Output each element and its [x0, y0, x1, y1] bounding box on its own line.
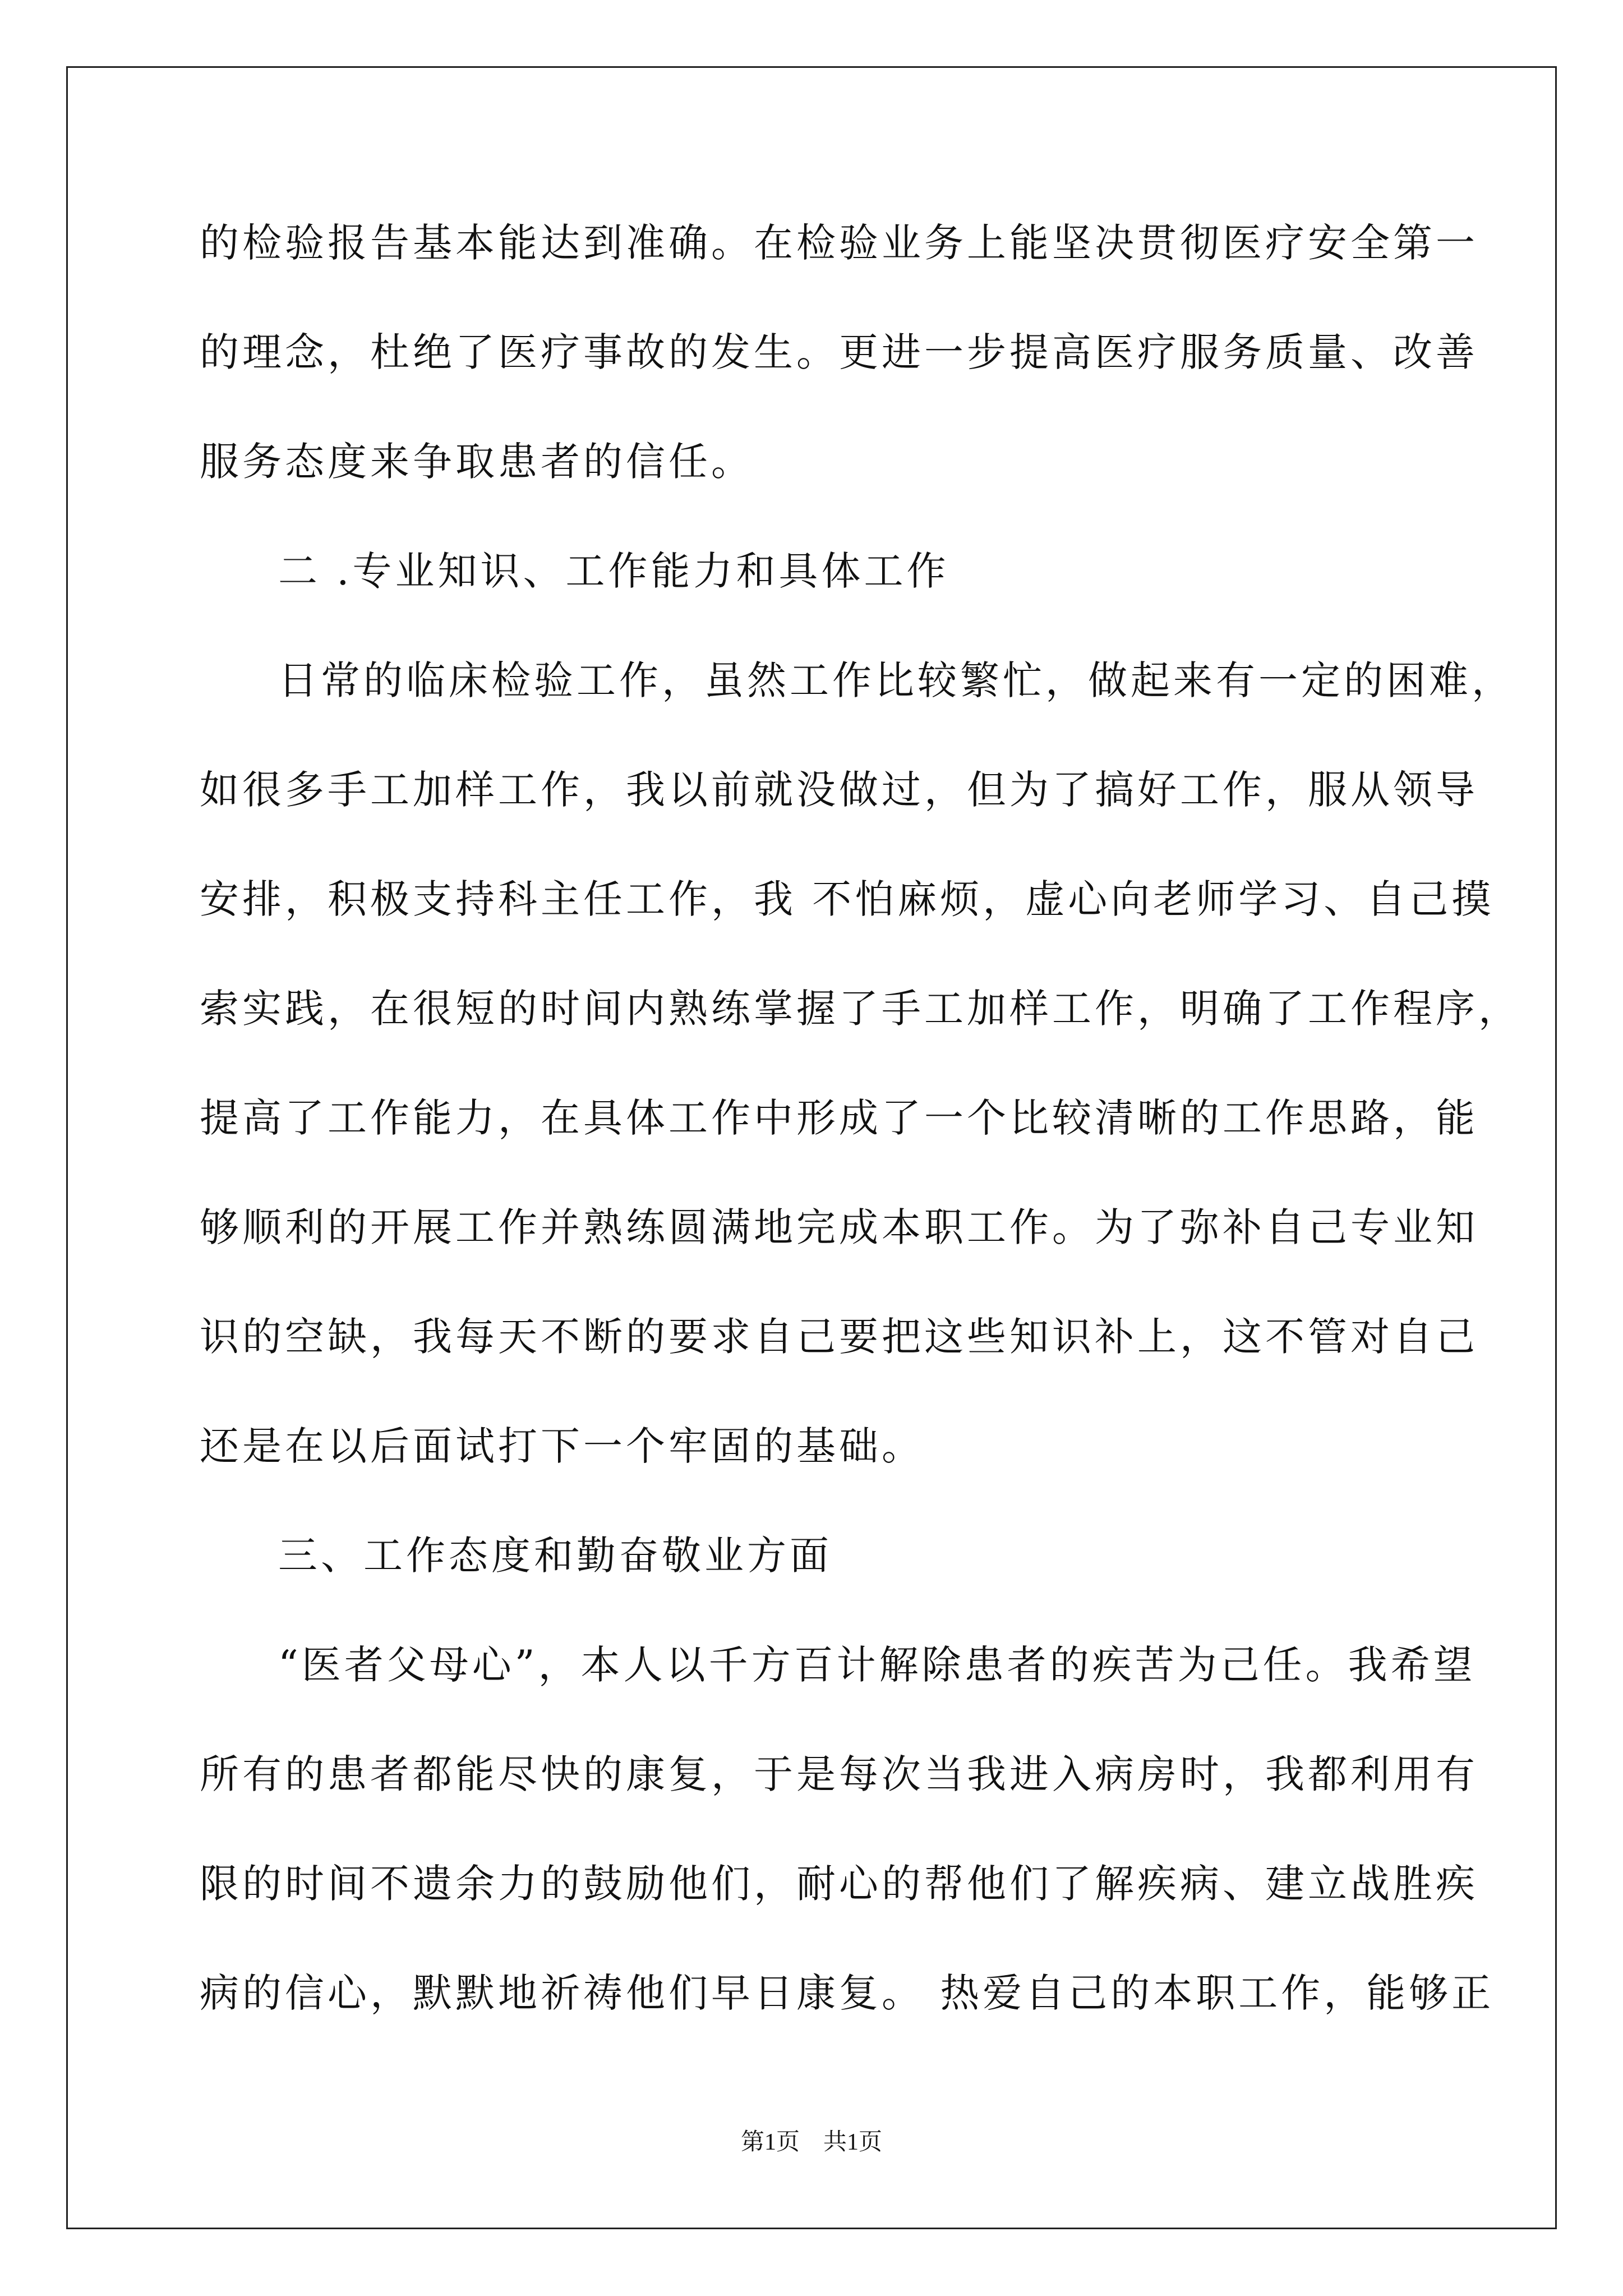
text-line: 的理念，杜绝了医疗事故的发生。更进一步提高医疗服务质量、改善 — [200, 329, 1478, 375]
text-line: 识的空缺，我每天不断的要求自己要把这些知识补上，这不管对自己 — [200, 1314, 1478, 1360]
document-body — [200, 212, 1521, 2072]
page-number: 第1页 共1页 — [740, 2129, 882, 2155]
text-line: 日常的临床检验工作，虽然工作比较繁忙，做起来有一定的困难， — [278, 657, 1514, 703]
text-line: 如很多手工加样工作，我以前就没做过，但为了搞好工作，服从领导 — [200, 767, 1478, 813]
text-line: 限的时间不遗余力的鼓励他们，耐心的帮他们了解疾病、建立战胜疾 — [200, 1861, 1478, 1907]
text-line: “医者父母心”，本人以千方百计解除患者的疾苦为己任。我希望 — [278, 1642, 1476, 1688]
text-line: 病的信心，默默地祈祷他们早日康复。 热爱自己的本职工作，能够正 — [200, 1970, 1495, 2016]
section-heading: 三、工作态度和勤奋敬业方面 — [278, 1533, 832, 1579]
text-line: 够顺利的开展工作并熟练圆满地完成本职工作。为了弥补自己专业知 — [200, 1204, 1478, 1250]
text-line: 所有的患者都能尽快的康复，于是每次当我进入病房时，我都利用有 — [200, 1751, 1478, 1797]
text-line: 的检验报告基本能达到准确。在检验业务上能坚决贯彻医疗安全第一 — [200, 220, 1478, 266]
text-line: 提高了工作能力，在具体工作中形成了一个比较清晰的工作思路，能 — [200, 1095, 1478, 1141]
text-line: 还是在以后面试打下一个牢固的基础。 — [200, 1423, 924, 1469]
text-line: 安排，积极支持科主任工作，我 不怕麻烦，虚心向老师学习、自己摸 — [200, 876, 1495, 922]
text-line: 索实践，在很短的时间内熟练掌握了手工加样工作，明确了工作程序， — [200, 986, 1521, 1032]
text-line: 服务态度来争取患者的信任。 — [200, 439, 754, 485]
section-heading: 二 .专业知识、工作能力和具体工作 — [278, 548, 949, 594]
page-footer — [0, 2123, 1623, 2157]
